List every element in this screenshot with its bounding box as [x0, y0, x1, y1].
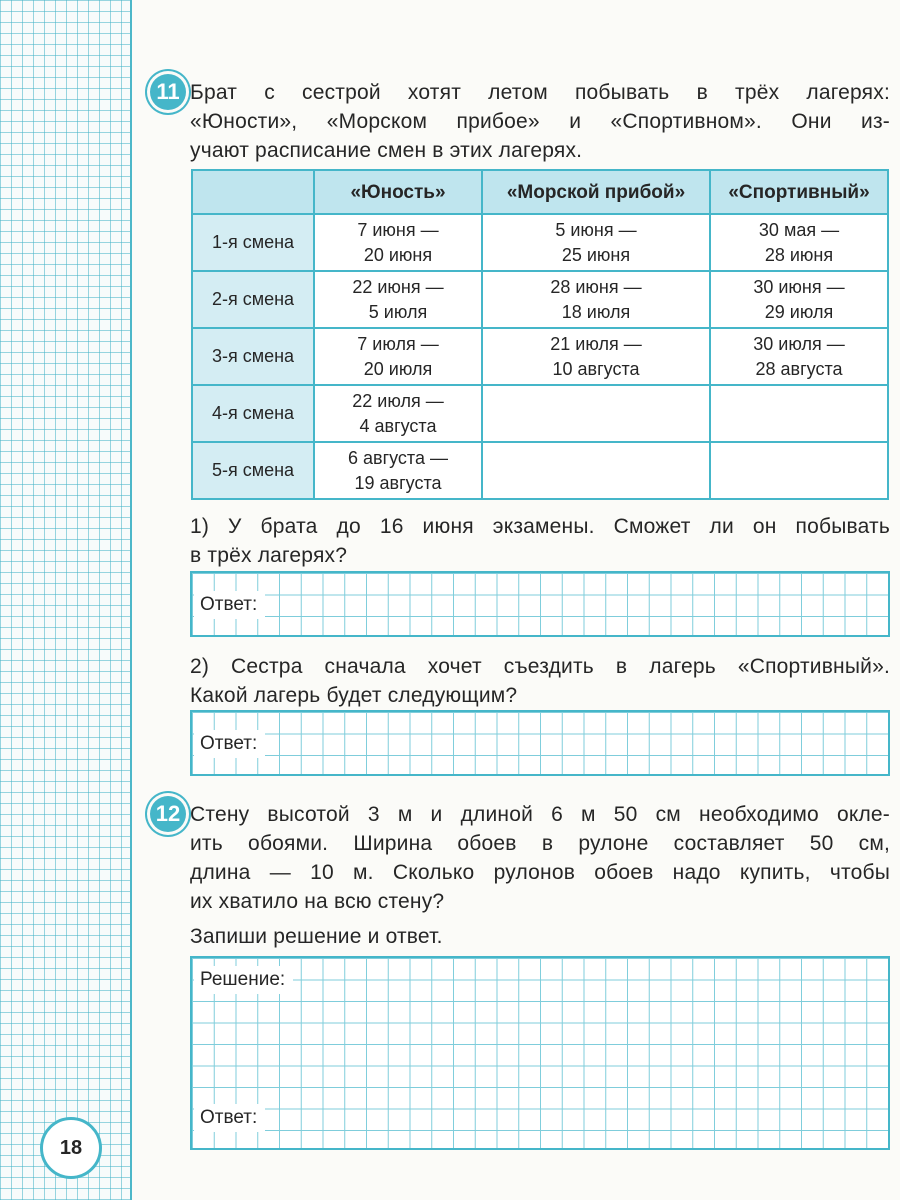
- task-12-text: [190, 800, 890, 916]
- cell-sport-empty: [710, 442, 888, 499]
- date-start: 7 июля —: [357, 333, 439, 354]
- cell-priboy-empty: [482, 385, 710, 442]
- task-11-line-1: Брат с сестрой хотят летом побывать в трёх лагерях:: [190, 81, 890, 104]
- margin-grid: [0, 0, 132, 1200]
- date-start: 21 июля —: [550, 333, 642, 354]
- shift-label: 1-я смена: [192, 214, 314, 271]
- answer-1-label: Ответ:: [194, 591, 265, 619]
- answer-12-label: Ответ:: [194, 1104, 265, 1132]
- task-12-line-2: ить обоями. Ширина обоев в рулоне составляет 50 см,: [190, 832, 890, 855]
- question-1-line-1: 1) У брата до 16 июня экзамены. Сможет ли он побывать: [190, 515, 890, 538]
- shift-label: 2-я смена: [192, 271, 314, 328]
- shift-label: 4-я смена: [192, 385, 314, 442]
- question-1-text: [190, 512, 890, 570]
- date-end: 4 августа: [359, 415, 437, 436]
- answer-2-grid[interactable]: [190, 710, 890, 776]
- date-end: 28 июня: [764, 244, 834, 265]
- cell-sport: [710, 328, 888, 385]
- table-row: [192, 328, 888, 385]
- margin-line: [130, 0, 132, 1200]
- task-11-line-2: «Юности», «Морском прибое» и «Спортивном». Они из-: [190, 110, 890, 133]
- question-2-line-2: Какой лагерь будет следующим?: [190, 684, 518, 707]
- cell-priboy: [482, 214, 710, 271]
- shift-label: 5-я смена: [192, 442, 314, 499]
- table-row: [192, 385, 888, 442]
- date-end: 25 июня: [561, 244, 631, 265]
- cell-priboy: [482, 271, 710, 328]
- question-2-text: [190, 652, 890, 710]
- header-morskoy-priboy: «Морской прибой»: [482, 170, 710, 214]
- task-12-badge: 12: [150, 796, 186, 832]
- table-header-row: [192, 170, 888, 214]
- date-start: 22 июля —: [352, 390, 444, 411]
- shift-label: 3-я смена: [192, 328, 314, 385]
- question-2-line-1: 2) Сестра сначала хочет съездить в лагерь «Спортивный».: [190, 655, 890, 678]
- table-row: [192, 214, 888, 271]
- cell-sport-empty: [710, 385, 888, 442]
- cell-sport: [710, 271, 888, 328]
- date-end: 10 августа: [552, 358, 640, 379]
- date-start: 28 июня —: [550, 276, 642, 297]
- solution-grid[interactable]: [190, 956, 890, 1150]
- camp-schedule-table: [191, 169, 889, 500]
- date-start: 5 июня —: [555, 219, 637, 240]
- task-11-badge: 11: [150, 74, 186, 110]
- date-start: 7 июня —: [357, 219, 439, 240]
- date-end: 18 июля: [561, 301, 631, 322]
- question-1-line-2: в трёх лагерях?: [190, 544, 348, 567]
- date-end: 20 июня: [363, 244, 433, 265]
- date-end: 20 июля: [363, 358, 433, 379]
- header-sportivny: «Спортивный»: [710, 170, 888, 214]
- task-12-line-4: их хватило на всю стену?: [190, 890, 445, 913]
- date-start: 30 июня —: [753, 276, 845, 297]
- date-start: 30 мая —: [758, 219, 840, 240]
- date-end: 5 июля: [368, 301, 428, 322]
- task-11-text: [190, 78, 890, 165]
- header-empty: [192, 170, 314, 214]
- date-start: 6 августа —: [347, 447, 448, 468]
- cell-yunost: [314, 271, 482, 328]
- table-row: [192, 442, 888, 499]
- answer-2-label: Ответ:: [194, 730, 265, 758]
- task-12-instruction: Запиши решение и ответ.: [190, 925, 443, 948]
- cell-priboy: [482, 328, 710, 385]
- date-start: 22 июня —: [352, 276, 444, 297]
- cell-sport: [710, 214, 888, 271]
- task-12-line-3: длина — 10 м. Сколько рулонов обоев надо купить, чтобы: [190, 861, 890, 884]
- cell-yunost: [314, 442, 482, 499]
- date-start: 30 июля —: [753, 333, 845, 354]
- header-yunost: «Юность»: [314, 170, 482, 214]
- task-11-line-3: учают расписание смен в этих лагерях.: [190, 139, 583, 162]
- table-row: [192, 271, 888, 328]
- date-end: 28 августа: [755, 358, 843, 379]
- cell-yunost: [314, 385, 482, 442]
- cell-priboy-empty: [482, 442, 710, 499]
- page-number: 18: [40, 1117, 102, 1179]
- cell-yunost: [314, 328, 482, 385]
- cell-yunost: [314, 214, 482, 271]
- date-end: 19 августа: [354, 472, 442, 493]
- answer-1-grid[interactable]: [190, 571, 890, 637]
- solution-label: Решение:: [194, 966, 293, 994]
- date-end: 29 июля: [764, 301, 834, 322]
- task-12-line-1: Стену высотой 3 м и длиной 6 м 50 см необходимо окле-: [190, 803, 890, 826]
